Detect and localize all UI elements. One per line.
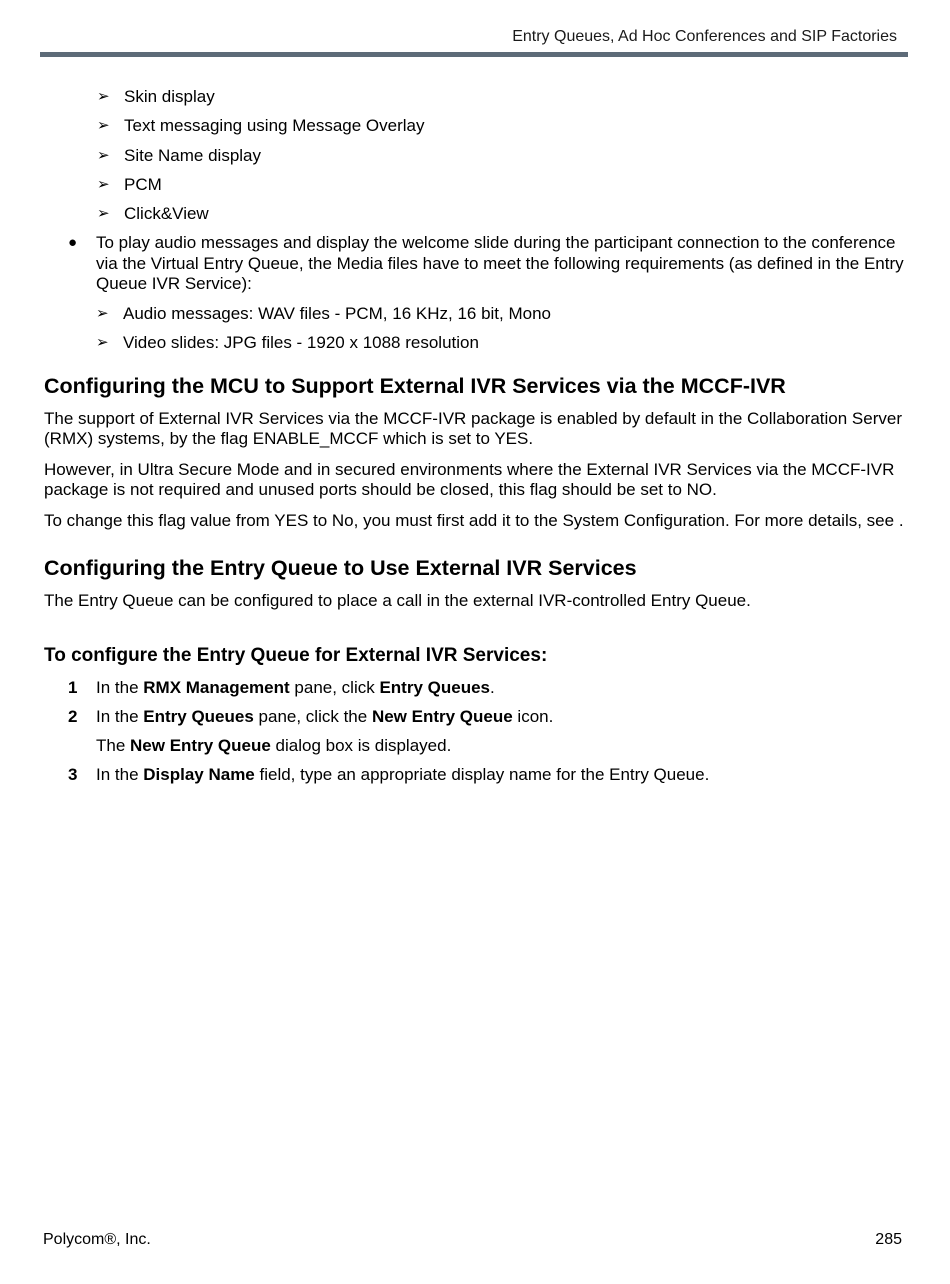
arrow-bullet-icon: ➢ (97, 146, 110, 164)
procedure-step: 3 In the Display Name field, type an appropriate display name for the Entry Queue. (68, 765, 710, 785)
procedure-heading: To configure the Entry Queue for External IVR Services: (44, 644, 548, 666)
media-requirements-sublist (96, 304, 909, 354)
arrow-bullet-icon: ➢ (97, 117, 110, 135)
section-heading-entry-queue: Configuring the Entry Queue to Use External IVR Services (44, 556, 637, 581)
arrow-bullet-icon: ➢ (97, 205, 110, 223)
step-number: 2 (68, 706, 78, 726)
paragraph: The Entry Queue can be configured to place a call in the external IVR-controlled Entry Queue. (44, 591, 751, 611)
list-item: ➢ Site Name display (97, 145, 262, 165)
arrow-bullet-icon: ➢ (97, 88, 110, 105)
procedure-step-note: The New Entry Queue dialog box is displayed. (96, 736, 452, 756)
step-number: 1 (68, 677, 78, 697)
page-content (44, 87, 909, 795)
arrow-bullet-icon: ➢ (96, 334, 109, 352)
list-item: ➢ Skin display (97, 87, 215, 106)
header-rule (40, 52, 908, 57)
media-requirements-list (44, 233, 909, 353)
media-requirements-text: To play audio messages and display the welcome slide during the participant connection to the conference via the Virtual Entry Queue, the Media files have to meet the following requirements (as defined in the Entry Queue IVR Service): (96, 233, 904, 294)
step-number: 3 (68, 765, 78, 785)
list-item: ➢ Click&View (97, 204, 209, 224)
page-header: Entry Queues, Ad Hoc Conferences and SIP Factories (512, 28, 897, 45)
footer-company: Polycom®, Inc. (43, 1231, 151, 1248)
intro-bullet-list (44, 87, 909, 225)
procedure-step: 2 In the Entry Queues pane, click the New Entry Queue icon. (68, 706, 554, 726)
section-heading-mcu: Configuring the MCU to Support External IVR Services via the MCCF-IVR (44, 373, 786, 398)
list-item (68, 233, 909, 353)
list-item: ➢ Audio messages: WAV files - PCM, 16 KHz, 16 bit, Mono (96, 303, 551, 323)
page-number: 285 (875, 1231, 902, 1248)
list-item: ➢ PCM (97, 174, 162, 194)
procedure-steps (44, 678, 909, 786)
arrow-bullet-icon: ➢ (96, 304, 109, 322)
paragraph: To change this flag value from YES to No, you must first add it to the System Configuration. For more details, see . (44, 510, 904, 530)
paragraph: However, in Ultra Secure Mode and in secured environments where the External IVR Services via the MCCF-IVR package is not required and unused ports should be closed, this flag should be set to NO. (44, 459, 895, 500)
procedure-step: 1 In the RMX Management pane, click Entry Queues. (68, 677, 495, 697)
paragraph: The support of External IVR Services via the MCCF-IVR package is enabled by default in the Collaboration Server (RMX) systems, by the flag ENABLE_MCCF which is set to YES. (44, 408, 902, 449)
list-item: ➢ Text messaging using Message Overlay (97, 116, 425, 136)
arrow-bullet-icon: ➢ (97, 175, 110, 193)
list-item: ➢ Video slides: JPG files - 1920 x 1088 resolution (96, 333, 479, 353)
round-bullet-icon: ● (68, 234, 78, 252)
